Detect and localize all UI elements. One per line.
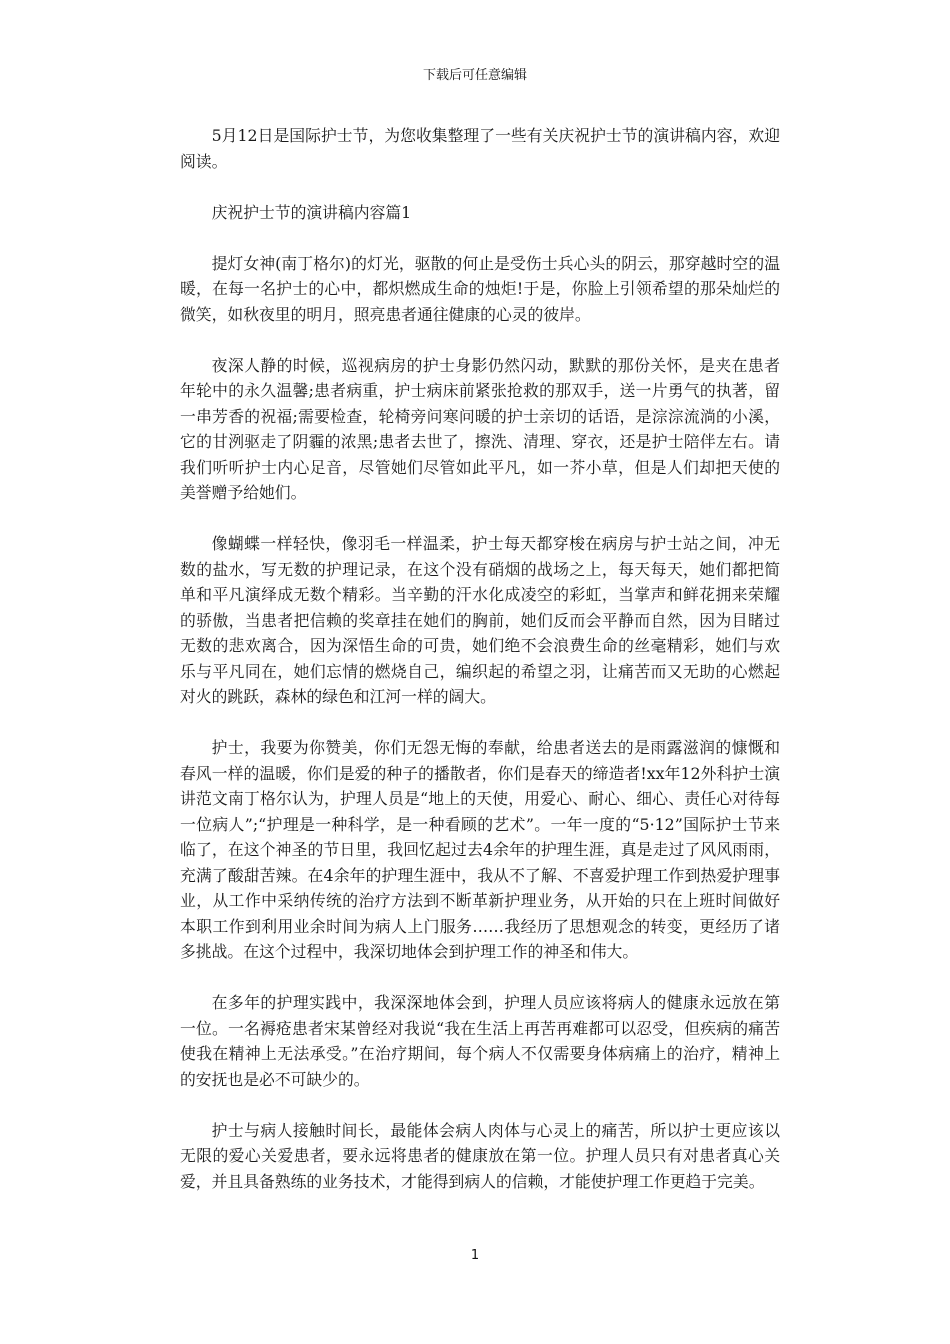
body-paragraph: 像蝴蝶一样轻快，像羽毛一样温柔，护士每天都穿梭在病房与护士站之间，冲无数的盐水，写无数的护理记录，在这个没有硝烟的战场之上，每天每天，她们都把简单和平凡演绎成无数个精彩。当辛勤的汗水化成凌空的彩虹，当掌声和鲜花拥来荣耀的骄傲，当患者把信赖的奖章挂在她们的胸前，她们反而会平静而自然，因为目睹过无数的悲欢离合，因为深悟生命的可贵，她们绝不会浪费生命的丝毫精彩，她们与欢乐与平凡同在，她们忘情的燃烧自己，编织起的希望之羽，让痛苦而又无助的心燃起对火的跳跃，森林的绿色和江河一样的阔大。 (180, 534, 780, 706)
body-paragraph: 夜深人静的时候，巡视病房的护士身影仍然闪动，默默的那份关怀，是夹在患者年轮中的永久温馨;患者病重，护士病床前紧张抢救的那双手，送一片勇气的执著，留一串芳香的祝福;需要检查，轮椅旁问寒问暖的护士亲切的话语，是淙淙流淌的小溪，它的甘洌驱走了阴霾的浓黑;患者去世了，擦洗、清理、穿衣，还是护士陪伴左右。请我们听听护士内心足音，尽管她们尽管如此平凡，如一芥小草，但是人们却把天使的美誉赠予给她们。 (180, 355, 780, 502)
body-paragraph: 提灯女神(南丁格尔)的灯光，驱散的何止是受伤士兵心头的阴云，那穿越时空的温暖，在每一名护士的心中，都炽燃成生命的烛炬!于是，你脸上引领希望的那朵灿烂的微笑，如秋夜里的明月，照亮患者通往健康的心灵的彼岸。 (180, 253, 780, 324)
body-paragraph: 在多年的护理实践中，我深深地体会到，护理人员应该将病人的健康永远放在第一位。一名褥疮患者宋某曾经对我说“我在生活上再苦再难都可以忍受，但疾病的痛苦使我在精神上无法承受。”在治疗期间，每个病人不仅需要身体病痛上的治疗，精神上的安抚也是必不可缺少的。 (180, 993, 780, 1089)
section-heading: 庆祝护士节的演讲稿内容篇1 (211, 202, 412, 222)
page-header: 下载后可任意编辑 (422, 68, 527, 83)
intro-paragraph: 5月12日是国际护士节，为您收集整理了一些有关庆祝护士节的演讲稿内容，欢迎阅读。 (180, 126, 780, 171)
page-number: 1 (470, 1248, 480, 1263)
body-paragraph: 护士与病人接触时间长，最能体会病人肉体与心灵上的痛苦，所以护士更应该以无限的爱心关爱患者，要永远将患者的健康放在第一位。护理人员只有对患者真心关爱，并且具备熟练的业务技术，才能得到病人的信赖，才能使护理工作更趋于完美。 (180, 1120, 780, 1191)
body-paragraph: 护士，我要为你赞美，你们无怨无悔的奉献，给患者送去的是雨露滋润的慷慨和春风一样的温暖，你们是爱的种子的播散者，你们是春天的缔造者!xx年12外科护士演讲范文南丁格尔认为，护理人员是“地上的天使，用爱心、耐心、细心、责任心对待每一位病人”;“护理是一种科学，是一种看顾的艺术”。一年一度的“5·12”国际护士节来临了，在这个神圣的节日里，我回忆起过去4余年的护理生涯，真是走过了风风雨雨，充满了酸甜苦辣。在4余年的护理生涯中，我从不了解、不喜爱护理工作到热爱护理事业，从工作中采纳传统的治疗方法到不断革新护理业务，从开始的只在上班时间做好本职工作到利用业余时间为病人上门服务……我经历了思想观念的转变，更经历了诸多挑战。在这个过程中，我深切地体会到护理工作的神圣和伟大。 (180, 738, 780, 961)
document-body (180, 123, 780, 1220)
